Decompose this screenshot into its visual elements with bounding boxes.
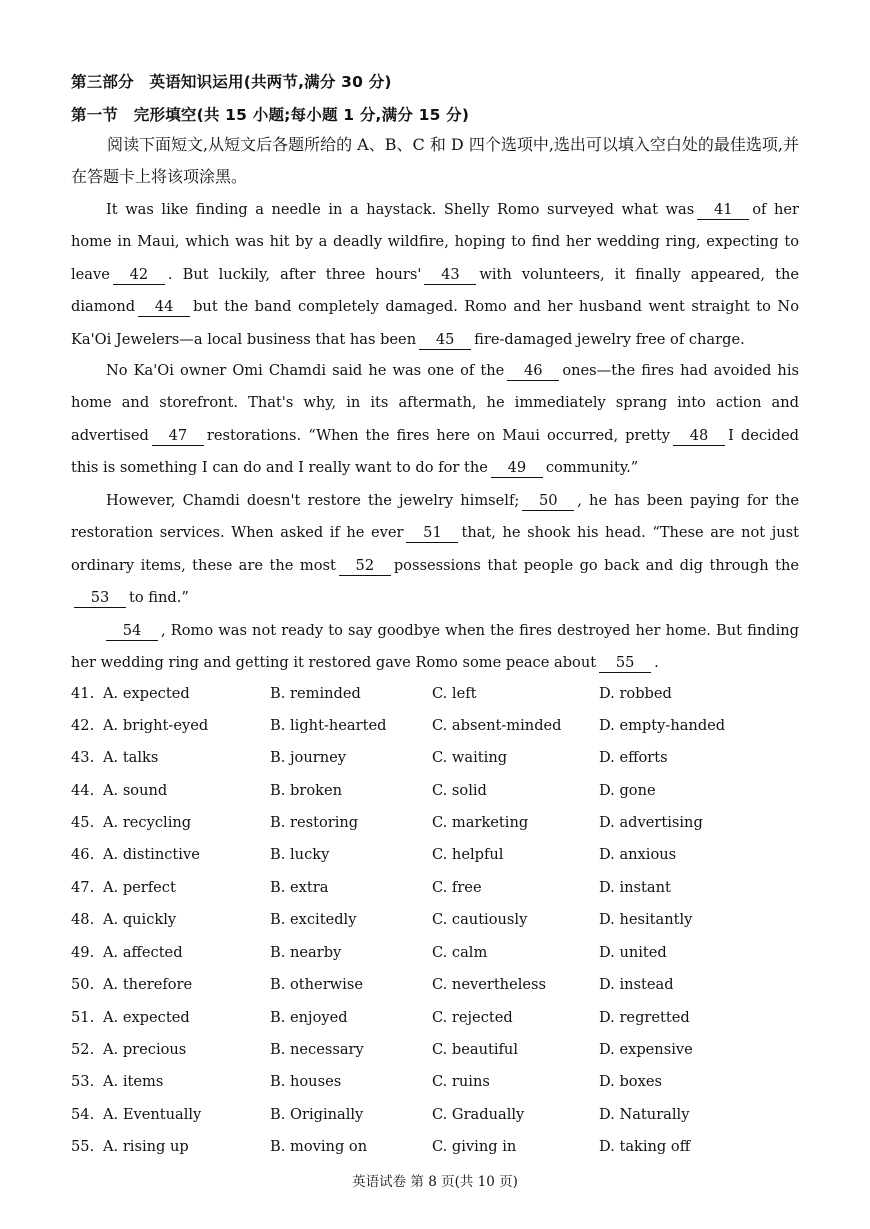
question-number: 41. [71,685,95,702]
question-49 [71,944,811,976]
option-b: B. journey [270,749,346,766]
p2-text-2: ones—the fires had avoided his home and storefront. That's why, in its aftermath, he immediately sprang into action and advertised [71,362,799,444]
option-a: A. perfect [103,879,176,896]
part-title: 第三部分 英语知识运用(共两节,满分 30 分) [71,73,392,91]
blank-45: 45 [419,331,471,350]
option-d: D. boxes [599,1073,662,1090]
p2-text-4: I decided this is something I can do and I really want to do for the [71,426,800,477]
instructions-text: 阅读下面短文,从短文后各题所给的 A、B、C 和 D 四个选项中,选出可以填入空白处的最佳选项,并在答题卡上将该项涂黑。 [71,135,799,186]
p2-text-3: restorations. “When the fires here on Maui occurred, pretty [206,426,671,444]
passage-paragraph-1 [71,194,799,356]
question-50 [71,976,811,1008]
p1-text-4: with volunteers, it finally appeared, the diamond [71,265,799,316]
option-c: C. helpful [432,846,504,863]
option-a: A. distinctive [103,846,200,863]
question-42 [71,717,811,749]
page-footer: 英语试卷 第 8 页(共 10 页) [352,1174,518,1190]
passage-paragraph-2 [71,355,799,485]
blank-53: 53 [74,589,126,608]
option-b: B. lucky [270,846,330,863]
question-51 [71,1009,811,1041]
question-number: 53. [71,1073,95,1090]
blank-43: 43 [424,266,476,285]
option-b: B. moving on [270,1138,368,1155]
option-c: C. solid [432,782,487,799]
p2-text-5: community.” [545,459,639,477]
question-number: 55. [71,1138,95,1155]
question-41 [71,685,811,717]
question-number: 52. [71,1041,95,1058]
question-number: 43. [71,749,95,766]
question-number: 46. [71,846,95,863]
option-a: A. talks [103,749,159,766]
option-d: D. empty-handed [599,717,726,734]
option-c: C. marketing [432,814,529,831]
option-c: C. cautiously [432,911,528,928]
option-a: A. items [103,1073,164,1090]
subsection-title: 第一节 完形填空(共 15 小题;每小题 1 分,满分 15 分) [71,106,470,124]
option-c: C. giving in [432,1138,517,1155]
option-b: B. broken [270,782,342,799]
passage-paragraph-3 [71,485,799,615]
p1-text-1: It was like finding a needle in a haystack. Shelly Romo surveyed what was [106,201,695,218]
p2-text-1: No Ka'Oi owner Omi Chamdi said he was one of the [106,362,505,379]
option-a: A. affected [103,944,183,961]
option-c: C. nevertheless [432,976,546,993]
option-b: B. Originally [270,1106,364,1123]
option-d: D. united [599,944,667,961]
p3-text-5: to find.” [129,589,189,607]
question-number: 54. [71,1106,95,1123]
blank-51: 51 [406,524,458,543]
p1-text-3: . But luckily, after three hours' [167,265,422,283]
option-d: D. robbed [599,685,672,702]
blank-55: 55 [599,654,651,673]
option-a: A. precious [103,1041,187,1058]
blank-44: 44 [138,298,190,317]
option-a: A. therefore [103,976,193,993]
question-number: 51. [71,1009,95,1026]
option-d: D. expensive [599,1041,693,1058]
p3-text-2: , he has been paying for the restoration services. When asked if he ever [71,492,799,542]
option-b: B. reminded [270,685,361,702]
p1-text-6: fire-damaged jewelry free of charge. [474,330,745,348]
p3-text-4: possessions that people go back and dig through the [393,556,800,574]
p1-text-5: but the band completely damaged. Romo and her husband went straight to No Ka'Oi Jewelers—a local business that has been [71,298,799,348]
option-c: C. Gradually [432,1106,525,1123]
question-43 [71,749,811,781]
p3-text-1: However, Chamdi doesn't restore the jewelry himself; [106,492,520,509]
option-d: D. Naturally [599,1106,690,1123]
option-c: C. rejected [432,1009,513,1026]
blank-46: 46 [507,362,559,381]
option-b: B. enjoyed [270,1009,348,1026]
option-b: B. otherwise [270,976,363,993]
option-d: D. anxious [599,846,677,863]
option-a: A. quickly [103,911,177,928]
option-b: B. light-hearted [270,717,387,734]
option-d: D. hesitantly [599,911,693,928]
option-c: C. beautiful [432,1041,519,1058]
question-number: 47. [71,879,95,896]
p3-text-3: that, he shook his head. “These are not just ordinary items, these are the most [71,524,799,574]
option-d: D. regretted [599,1009,690,1026]
option-a: A. Eventually [103,1106,202,1123]
p4-text-2: . [654,654,659,672]
option-d: D. advertising [599,814,703,831]
option-d: D. gone [599,782,656,799]
option-b: B. extra [270,879,329,896]
question-number: 44. [71,782,95,799]
question-number: 45. [71,814,95,831]
option-c: C. free [432,879,482,896]
p4-text-1: , Romo was not ready to say goodbye when the fires destroyed her home. But finding her wedding ring and getting it restored gave Romo some peace about [71,622,799,672]
option-c: C. left [432,685,477,702]
option-c: C. ruins [432,1073,490,1090]
question-45 [71,814,811,846]
question-54 [71,1106,811,1138]
option-c: C. waiting [432,749,508,766]
question-number: 49. [71,944,95,961]
question-52 [71,1041,811,1073]
option-b: B. nearby [270,944,342,961]
question-number: 42. [71,717,95,734]
question-46 [71,846,811,878]
option-a: A. expected [103,1009,190,1026]
option-c: C. absent-minded [432,717,562,734]
blank-42: 42 [113,266,165,285]
question-number: 50. [71,976,95,993]
option-d: D. instant [599,879,671,896]
blank-41: 41 [697,201,749,220]
question-44 [71,782,811,814]
blank-54: 54 [106,622,158,641]
option-b: B. houses [270,1073,342,1090]
passage-paragraph-4 [71,615,799,680]
option-b: B. excitedly [270,911,357,928]
option-a: A. bright-eyed [103,717,209,734]
option-d: D. instead [599,976,674,993]
question-53 [71,1073,811,1105]
option-c: C. calm [432,944,488,961]
option-d: D. efforts [599,749,668,766]
blank-48: 48 [673,427,725,446]
blank-47: 47 [152,427,204,446]
option-a: A. rising up [103,1138,189,1155]
question-number: 48. [71,911,95,928]
option-a: A. sound [103,782,168,799]
option-d: D. taking off [599,1138,691,1155]
question-48 [71,911,811,943]
blank-52: 52 [339,557,391,576]
p1-text-2: of her home in Maui, which was hit by a deadly wildfire, hoping to find her wedding ring, expecting to leave [71,201,799,283]
question-47 [71,879,811,911]
option-a: A. expected [103,685,190,702]
option-a: A. recycling [103,814,192,831]
option-b: B. restoring [270,814,359,831]
instructions [71,129,799,193]
blank-49: 49 [491,459,543,478]
option-b: B. necessary [270,1041,364,1058]
question-55 [71,1138,811,1170]
blank-50: 50 [522,492,574,511]
